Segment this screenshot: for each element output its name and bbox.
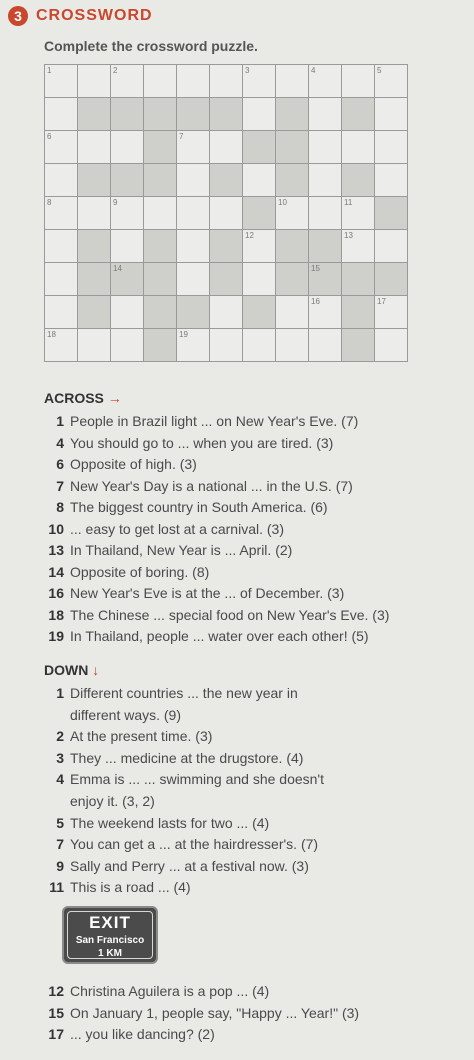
cell-number: 8 bbox=[47, 198, 52, 207]
blocked-cell bbox=[309, 230, 342, 263]
clue-item bbox=[36, 606, 389, 624]
blocked-cell bbox=[276, 164, 309, 197]
clue-text: Christina Aguilera is a pop ... (4) bbox=[70, 983, 270, 999]
cell-number: 5 bbox=[377, 66, 382, 75]
clue-text: Opposite of high. (3) bbox=[70, 456, 197, 472]
cell-number: 11 bbox=[344, 198, 353, 207]
cell-number: 17 bbox=[377, 297, 386, 306]
cell-number: 18 bbox=[47, 330, 56, 339]
crossword-cell[interactable] bbox=[309, 296, 342, 329]
blocked-cell bbox=[243, 197, 276, 230]
clue-number: 13 bbox=[48, 542, 64, 558]
crossword-cell[interactable] bbox=[243, 329, 276, 362]
across-heading-label: ACROSS bbox=[44, 390, 104, 406]
crossword-cell[interactable] bbox=[177, 329, 210, 362]
blocked-cell bbox=[78, 296, 111, 329]
clue-number: 16 bbox=[48, 585, 64, 601]
crossword-cell[interactable] bbox=[375, 98, 408, 131]
clue-item bbox=[36, 727, 212, 745]
clue-item bbox=[36, 706, 181, 724]
crossword-cell[interactable] bbox=[111, 296, 144, 329]
clue-text: Different countries ... the new year in bbox=[70, 685, 298, 701]
exercise-title: CROSSWORD bbox=[36, 7, 153, 24]
clue-item bbox=[36, 1004, 359, 1022]
cell-number: 19 bbox=[179, 330, 188, 339]
down-arrow-icon: ↓ bbox=[92, 662, 100, 678]
blocked-cell bbox=[144, 263, 177, 296]
crossword-cell[interactable] bbox=[276, 65, 309, 98]
blocked-cell bbox=[375, 263, 408, 296]
cell-number: 14 bbox=[113, 264, 122, 273]
crossword-cell[interactable] bbox=[243, 230, 276, 263]
clue-item bbox=[36, 520, 284, 538]
blocked-cell bbox=[144, 230, 177, 263]
clue-text: On January 1, people say, "Happy ... Year!" (3) bbox=[70, 1004, 360, 1021]
blocked-cell bbox=[210, 164, 243, 197]
crossword-cell[interactable] bbox=[177, 65, 210, 98]
crossword-cell[interactable] bbox=[210, 197, 243, 230]
crossword-cell[interactable] bbox=[375, 329, 408, 362]
crossword-cell[interactable] bbox=[177, 164, 210, 197]
crossword-cell[interactable] bbox=[111, 197, 144, 230]
cell-number: 1 bbox=[47, 66, 52, 75]
clue-number: 9 bbox=[56, 857, 64, 874]
blocked-cell bbox=[243, 296, 276, 329]
blocked-cell bbox=[375, 197, 408, 230]
crossword-cell[interactable] bbox=[375, 65, 408, 98]
clue-number: 8 bbox=[56, 499, 64, 515]
across-heading bbox=[44, 390, 122, 406]
clue-number: 10 bbox=[48, 520, 64, 537]
clue-number: 2 bbox=[56, 728, 64, 745]
blocked-cell bbox=[276, 131, 309, 164]
crossword-cell[interactable] bbox=[177, 230, 210, 263]
blocked-cell bbox=[243, 131, 276, 164]
blocked-cell bbox=[111, 164, 144, 197]
cell-number: 2 bbox=[113, 66, 118, 75]
cell-number: 6 bbox=[47, 132, 52, 141]
clue-number: 4 bbox=[56, 434, 64, 451]
crossword-cell[interactable] bbox=[45, 164, 78, 197]
clue-item bbox=[36, 792, 155, 810]
clue-item bbox=[36, 434, 333, 452]
crossword-cell[interactable] bbox=[210, 296, 243, 329]
crossword-cell[interactable] bbox=[111, 65, 144, 98]
crossword-cell[interactable] bbox=[309, 65, 342, 98]
crossword-cell[interactable] bbox=[243, 98, 276, 131]
clue-text: You should go to ... when you are tired. (3) bbox=[70, 434, 334, 451]
exit-road-sign bbox=[62, 906, 158, 964]
crossword-cell[interactable] bbox=[144, 65, 177, 98]
crossword-cell[interactable] bbox=[276, 329, 309, 362]
blocked-cell bbox=[342, 296, 375, 329]
blocked-cell bbox=[111, 263, 144, 296]
clue-item bbox=[36, 857, 309, 875]
crossword-cell[interactable] bbox=[276, 296, 309, 329]
blocked-cell bbox=[276, 98, 309, 131]
clue-number: 12 bbox=[48, 983, 64, 999]
crossword-cell[interactable] bbox=[45, 230, 78, 263]
clue-text: New Year's Day is a national ... in the U.S. (7) bbox=[70, 477, 353, 494]
clue-number: 18 bbox=[48, 606, 64, 623]
crossword-cell[interactable] bbox=[78, 131, 111, 164]
blocked-cell bbox=[144, 131, 177, 164]
exercise-number-badge: 3 bbox=[8, 6, 28, 26]
blocked-cell bbox=[78, 230, 111, 263]
blocked-cell bbox=[210, 98, 243, 131]
clue-number bbox=[36, 706, 64, 724]
clue-item bbox=[36, 498, 328, 516]
clue-text: Opposite of boring. (8) bbox=[70, 563, 210, 580]
crossword-cell[interactable] bbox=[45, 98, 78, 131]
blocked-cell bbox=[144, 296, 177, 329]
crossword-cell[interactable] bbox=[243, 263, 276, 296]
instruction-text: Complete the crossword puzzle. bbox=[44, 38, 258, 54]
crossword-cell[interactable] bbox=[375, 131, 408, 164]
crossword-grid bbox=[44, 64, 408, 362]
blocked-cell bbox=[144, 329, 177, 362]
clue-number: 14 bbox=[48, 563, 64, 580]
clue-number: 7 bbox=[56, 477, 64, 494]
clue-text: Sally and Perry ... at a festival now. (3) bbox=[70, 857, 309, 874]
clue-item bbox=[36, 770, 324, 788]
blocked-cell bbox=[111, 98, 144, 131]
clue-item bbox=[36, 477, 353, 495]
cell-number: 12 bbox=[245, 231, 254, 240]
down-heading-label: DOWN bbox=[44, 662, 89, 678]
crossword-cell[interactable] bbox=[45, 197, 78, 230]
clue-text: enjoy it. (3, 2) bbox=[70, 793, 155, 809]
crossword-cell[interactable] bbox=[375, 296, 408, 329]
down-heading bbox=[44, 662, 99, 678]
crossword-cell[interactable] bbox=[111, 131, 144, 164]
crossword-cell[interactable] bbox=[78, 197, 111, 230]
crossword-cell[interactable] bbox=[45, 296, 78, 329]
blocked-cell bbox=[78, 164, 111, 197]
clue-item bbox=[36, 627, 369, 645]
clue-text: You can get a ... at the hairdresser's. (7) bbox=[70, 836, 319, 853]
crossword-cell[interactable] bbox=[210, 131, 243, 164]
blocked-cell bbox=[78, 263, 111, 296]
clue-number bbox=[36, 792, 64, 810]
cell-number: 16 bbox=[311, 297, 320, 306]
clue-item bbox=[36, 835, 318, 853]
clue-item bbox=[36, 541, 292, 559]
clue-number: 1 bbox=[56, 685, 64, 701]
clue-text: In Thailand, New Year is ... April. (2) bbox=[70, 542, 293, 558]
crossword-cell[interactable] bbox=[210, 329, 243, 362]
blocked-cell bbox=[342, 164, 375, 197]
clue-number: 17 bbox=[48, 1026, 64, 1043]
crossword-cell[interactable] bbox=[45, 131, 78, 164]
right-arrow-icon: → bbox=[107, 390, 122, 406]
clue-number: 15 bbox=[48, 1004, 64, 1021]
crossword-cell[interactable] bbox=[45, 263, 78, 296]
clue-text: ... you like dancing? (2) bbox=[70, 1026, 215, 1043]
crossword-cell[interactable] bbox=[177, 131, 210, 164]
crossword-cell[interactable] bbox=[45, 65, 78, 98]
clue-item bbox=[36, 412, 358, 430]
crossword-cell[interactable] bbox=[45, 329, 78, 362]
clue-item bbox=[36, 814, 269, 832]
crossword-cell[interactable] bbox=[243, 65, 276, 98]
clue-text: different ways. (9) bbox=[70, 706, 182, 723]
clue-text: Emma is ... ... swimming and she doesn't bbox=[70, 771, 324, 788]
crossword-cell[interactable] bbox=[342, 65, 375, 98]
crossword-cell[interactable] bbox=[111, 329, 144, 362]
cell-number: 9 bbox=[113, 198, 118, 207]
clue-number: 4 bbox=[56, 771, 64, 788]
crossword-cell[interactable] bbox=[78, 329, 111, 362]
clue-item bbox=[36, 749, 303, 767]
crossword-cell[interactable] bbox=[342, 230, 375, 263]
blocked-cell bbox=[342, 98, 375, 131]
blocked-cell bbox=[144, 98, 177, 131]
blocked-cell bbox=[177, 296, 210, 329]
cell-number: 4 bbox=[311, 66, 316, 75]
crossword-cell[interactable] bbox=[375, 164, 408, 197]
crossword-cell[interactable] bbox=[375, 230, 408, 263]
blocked-cell bbox=[210, 230, 243, 263]
clue-item bbox=[36, 584, 344, 602]
crossword-cell[interactable] bbox=[111, 230, 144, 263]
clue-number: 3 bbox=[56, 749, 64, 766]
crossword-cell[interactable] bbox=[243, 164, 276, 197]
crossword-cell[interactable] bbox=[177, 197, 210, 230]
crossword-cell[interactable] bbox=[276, 197, 309, 230]
clue-text: This is a road ... (4) bbox=[70, 879, 191, 896]
clue-text: ... easy to get lost at a carnival. (3) bbox=[70, 520, 284, 537]
clue-number: 1 bbox=[56, 413, 64, 429]
clue-item bbox=[36, 1025, 215, 1043]
crossword-cell[interactable] bbox=[210, 65, 243, 98]
crossword-cell[interactable] bbox=[342, 131, 375, 164]
sign-distance-label: 1 KM bbox=[98, 948, 122, 959]
clue-number: 19 bbox=[48, 628, 64, 644]
cell-number: 7 bbox=[179, 132, 184, 141]
exercise-header bbox=[8, 6, 153, 26]
blocked-cell bbox=[210, 263, 243, 296]
sign-exit-label: EXIT bbox=[89, 913, 131, 932]
crossword-cell[interactable] bbox=[309, 98, 342, 131]
clue-number: 5 bbox=[56, 814, 64, 831]
cell-number: 10 bbox=[278, 198, 287, 207]
blocked-cell bbox=[144, 164, 177, 197]
crossword-cell[interactable] bbox=[177, 263, 210, 296]
clue-text: They ... medicine at the drugstore. (4) bbox=[70, 749, 304, 766]
cell-number: 13 bbox=[344, 231, 353, 240]
clue-item bbox=[36, 563, 209, 581]
crossword-cell[interactable] bbox=[309, 131, 342, 164]
clue-text: New Year's Eve is at the ... of December. (3) bbox=[70, 585, 345, 601]
clue-text: People in Brazil light ... on New Year's Eve. (7) bbox=[70, 413, 359, 429]
blocked-cell bbox=[276, 230, 309, 263]
crossword-cell[interactable] bbox=[309, 164, 342, 197]
blocked-cell bbox=[342, 329, 375, 362]
cell-number: 3 bbox=[245, 66, 250, 75]
clue-text: The Chinese ... special food on New Year's Eve. (3) bbox=[70, 606, 390, 623]
blocked-cell bbox=[342, 263, 375, 296]
blocked-cell bbox=[276, 263, 309, 296]
blocked-cell bbox=[177, 98, 210, 131]
blocked-cell bbox=[309, 263, 342, 296]
clue-text: The biggest country in South America. (6) bbox=[70, 499, 328, 515]
cell-number: 15 bbox=[311, 264, 320, 273]
crossword-cell[interactable] bbox=[342, 197, 375, 230]
clue-number: 7 bbox=[56, 836, 64, 853]
crossword-cell[interactable] bbox=[78, 65, 111, 98]
clue-item bbox=[36, 878, 191, 896]
crossword-cell[interactable] bbox=[309, 329, 342, 362]
clue-text: The weekend lasts for two ... (4) bbox=[70, 814, 270, 831]
crossword-cell[interactable] bbox=[144, 197, 177, 230]
clue-number: 6 bbox=[56, 456, 64, 472]
sign-city-label: San Francisco bbox=[75, 935, 145, 946]
clue-text: In Thailand, people ... water over each other! (5) bbox=[70, 628, 369, 644]
clue-text: At the present time. (3) bbox=[70, 728, 213, 745]
clue-item bbox=[36, 684, 298, 702]
clue-item bbox=[36, 982, 269, 1000]
clue-item bbox=[36, 455, 197, 473]
clue-number: 11 bbox=[49, 879, 64, 896]
blocked-cell bbox=[78, 98, 111, 131]
crossword-cell[interactable] bbox=[309, 197, 342, 230]
